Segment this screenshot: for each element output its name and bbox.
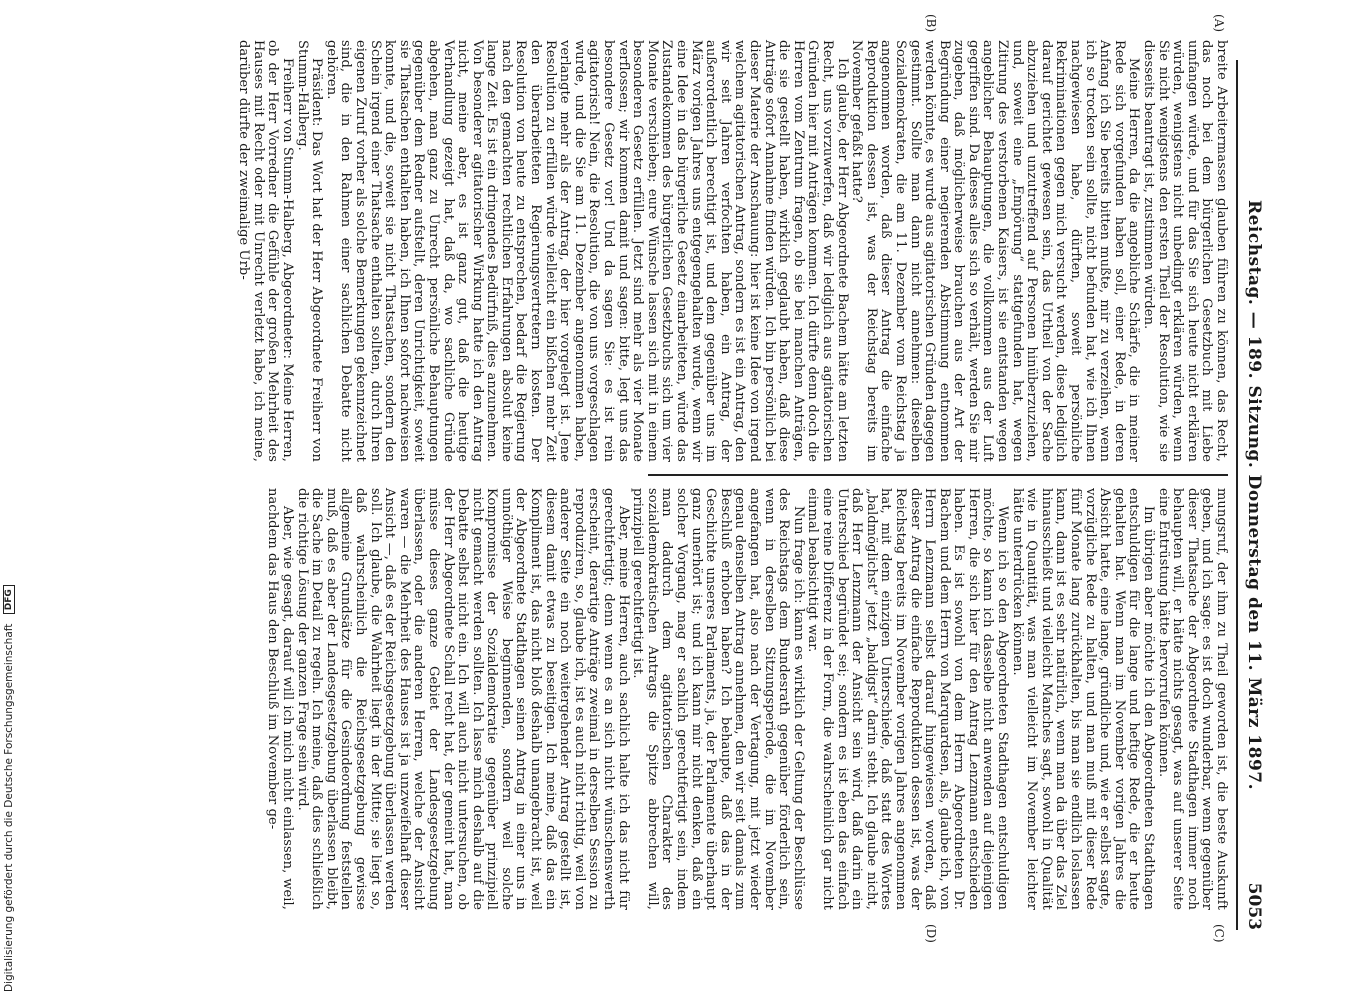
running-header (1236, 60, 1268, 930)
dfg-logo-icon: DFG (3, 585, 15, 614)
left-paragraph: Präsident: Das Wort hat der Herr Abgeordnete Freiherr von Stumm-Halberg. (294, 40, 325, 462)
margin-marker-c: (C) (1212, 924, 1226, 943)
left-paragraph: Ich glaube, der Herr Abgeordnete Bachem hätte am letzten Recht, uns vorzuwerfen, daß wir lediglich aus agitatorischen Gründen hier mit Anträgen kommen. Ich dürfte denn doch die Herren vom Zentrum fragen, ob sie bei manchen Anträgen, die sie gestellt haben, wirklich geglaubt haben, daß diese Anträge sofort Annahme finden würden. Ich bin persönlich bei dieser Materie der Anschauung: hier ist keine Idee von irgend welchem agitatorischen Antrag, sondern es ist ein Antrag, den wir seit Jahren verfochten haben, ein Antrag, der außerordentlich berechtigt ist, und dem gegenüber uns im März vorigen Jahres uns entgegengehalten wurde, wenn wir eine Idee in das bürgerliche Gesetz einarbeiteten, würde das Zustandekommen des bürgerlichen Gesetzbuchs sich um vier Monate verschieben; eure Wünsche lassen sich mit in einem besonderen Gesetz erfüllen. Jetzt sind mehr als vier Monate verflossen; wir kommen damit und sagen: bitte, legt uns das besondere Gesetz vor! Und da sagen Sie: es ist rein agitatorisch! Nein, die Resolution, die von uns vorgeschlagen wurde, und die Sie am 11. Dezember angenommen haben, verlangte mehr als der Antrag, der hier vorgelegt ist. Jene Resolution zu erfüllen würde vielleicht ein bißchen mehr Zeit den überarbeiteten Regierungsvertretern kosten. Der Resolution von heute zu entsprechen, bedarf die Regierung nach den gemachten rechtlichen Erfahrungen absolut keine lange Zeit. Es ist ein dringendes Bedürfniß, dies anzunehmen. Von besonderer agitatorischer Wirkung hatte ich den Antrag nicht, meine aber, es ist ganz gut, daß die heutige Verhandlung gezeigt hat, daß da, wo sachliche Gründe abgehen, man ganz zu Unrecht persönliche Behauptungen gegenüber dem Redner aufstellt, deren Unrichtigkeit, soweit sie Thatsachen enthalten haben, ich Ihnen sofort nachweisen konnte, und die, soweit sie nicht Thatsachen, sondern den Schein irgend einer Thatsache enthalten sollten, durch Ihren eigenen Zuruf vorher als solche Bemerkungen gekennzeichnet sind, die in den Rahmen einer sachlichen Debatte nicht gehören. (323, 40, 850, 462)
margin-marker-a: (A) (1212, 14, 1226, 33)
margin-marker-b: (B) (924, 14, 938, 33)
right-column (265, 488, 1229, 910)
right-paragraph: Aber, wie gesagt, darauf will ich mich nicht einlassen, weil, nachdem das Haus den Beschluß im November ge- (265, 488, 295, 910)
right-paragraph: Nun frage ich: kann es wirklich der Geltung der Beschlüsse des Reichstags dem Bundesrath gegenüber förderlich sein, wenn in derselben Sitzungsperiode, die im November angefangen hat, also nach der Vertagung, mit jetzt wieder genau denselben Antrag annehmen, den wir seit damals zum Beschluß erhoben haben? Ich behaupte, daß das in der Geschichte unseres Parlaments, ja, der Parlamente überhaupt ganz unerhört ist; und ich kann mir nicht denken, daß ein solcher Vorgang, mag er sachlich gerechtfertigt sein, indem man dadurch dem agitatorischen Charakter des sozialdemokratischen Antrags die Spitze abbrechen will, prinzipiell gerechtfertigt ist. (630, 488, 806, 910)
left-paragraph: breite Arbeitermassen glauben führen zu können, das Recht, das noch bei dem bürgerlichen Gesetzbuch mit Liebe umfangen würde, und für das Sie sich heute nicht erklären würden, wenigstens nicht unbedingt erklären würden, wenn Sie nicht wenigstens den ersten Theil der Resolution, wie sie diesseits beantragt ist, zustimmen würden. (1141, 40, 1229, 462)
column-divider (648, 474, 1228, 476)
left-paragraph: Meine Herren, da die angebliche Schärfe, die in meiner Rede sich vorgefunden haben soll, einer Rede, in deren Anfang ich Sie bereits bitten mußte, mir zu verzeihen, wenn ich so trocken sein sollte, nicht befunden hat, wie ich Ihnen nachgewiesen habe, dürften, soweit persönliche Rekriminationen gegen mich versucht werden, diese lediglich darauf gerichtet gewesen sein, das Urtheil von der Sache abzuziehen und unzutreffend auf Personen hinüberzuziehen, und, soweit eine „Empörung“ stattgefunden hat, wegen Zitirung des verstorbenen Kaisers, ist sie entstanden wegen angeblicher Behauptungen, die vollkommen aus der Luft gegriffen sind. Da dieses alles sich so verhält, werden Sie mir zugeben, daß möglicherweise brauchen aus der Art der Begründung einer negierenden Abstimmung entnommen werden könnte, es wurde aus agitatorischen Gründen dagegen gestimmt. Sollte man dann nicht annehmen: dieselben Sozialdemokraten, die am 11. Dezember vom Reichstag ja angenommen worden, daß dieser Antrag die einfache Reproduktion dessen ist, was der Reichstag bereits im November gefaßt hatte? (849, 40, 1142, 462)
scanned-page (38, 14, 1268, 965)
page-number: 5053 (1244, 882, 1264, 930)
left-paragraph: Freiherr von Stumm-Halberg, Abgeordneter: Meine Herren, ob der Herr Vorredner die Gefühle der großen Mehrheit des Hauses mit Recht oder mit Unrecht verletzt habe, ich meine, darüber dürfte der zweimalige Urb- (236, 40, 295, 462)
credit-text: Digitalisierung gefördert durch die Deutsche Forschungsgemeinschaft (3, 623, 15, 992)
right-paragraph: mungsruf, der ihm zu Theil geworden ist, die beste Auskunft geben, und ich sage: es ist doch wunderbar, wenn gegenüber dieser Thatsache der Abgeordnete Stadthagen immer noch behaupten will, er hätte nichts gesagt, was auf unserer Seite eine Entrüstung hätte hervorrufen können. (1155, 488, 1229, 910)
right-paragraph: Im übrigen aber möchte ich den Abgeordneten Stadthagen entschuldigen für die lange und heftige Rede, die er heute gehalten hat. Wenn man im November vorigen Jahres die Absicht hatte, eine lange, gründliche und, wie er selbst sagte, vorzügliche Rede zu halten, und man muß mit dieser Rede fünf Monate lang zurückhalten, bis man sie endlich loslassen kann, dann ist es sehr natürlich, wenn man da über das Ziel hinausschießt und vielleicht Manches sagt, sowohl in Qualität wie in Quantität, was man vielleicht im November leichter hätte unterdrücken können. (1009, 488, 1157, 910)
left-column (236, 40, 1229, 462)
right-paragraph: Aber, meine Herren, auch sachlich halte ich das nicht für gerechtfertigt; denn wenn es an sich nicht wünschenswerth erscheint, derartige Anträge zweimal in derselben Session zu reproduziren, so, glaube ich, ist es auch nicht richtig, weil von anderer Seite ein noch weitergehender Antrag gestellt ist, diesem damit etwas zu beseitigen. Ich meine, daß das ein Kompliment ist, das nicht bloß deshalb unangebracht ist, weil der Abgeordnete Stadthagen seinen Antrag in einer uns in unnöthiger Weise beginnenden, sondern weil solche Kompromisse der Sozialdemokratie gegenüber prinzipiell nicht gemacht werden sollten. Ich lasse mich deshalb auf die Debatte selbst nicht ein. Ich will auch nicht untersuchen, ob der Herr Abgeordnete Schall recht hat, der gemeint hat, man müsse dieses ganze Gebiet der Landesgesetzgebung überlassen, oder die anderen Herren, welche der Ansicht waren — die Mehrheit des Hauses ist ja unzweifelhaft dieser Ansicht —, daß es der Reichsgesetzgebung überlassen werden soll. Ich glaube, die Wahrheit liegt in der Mitte; sie liegt so, daß wahrscheinlich die Reichsgesetzgebung gewisse allgemeine Grundsätze für die Gesindeordnung feststellen muß, daß es aber der Landesgesetzgebung überlassen bleibt, die Sache im Detail zu regeln. Ich meine, daß dies schließlich die richtige Lösung der ganzen Frage sein wird. (294, 488, 631, 910)
header-title: Reichstag. — 189. Sitzung. Donnerstag den 11. März 1897. (1244, 199, 1264, 791)
credit-line (3, 585, 15, 992)
right-paragraph: Wenn ich so den Abgeordneten Stadthagen entschuldigen möchte, so kann ich dasselbe nicht anwenden auf diejenigen Herren, die sich hier für den Antrag Lenzmann entschieden haben. Es ist sowohl von dem Herrn Abgeordneten Dr. Bachem und dem Herrn von Marquardsen, als, glaube ich, von Herrn Lenzmann selbst darauf hingewiesen worden, daß dieser Antrag die einfache Reproduktion dessen ist, was der Reichstag bereits im November vorigen Jahres angenommen hat, mit dem einzigen Unterschiede, daß statt des Wortes „baldmöglichst“ jetzt „baldigst“ darin steht. Ich glaube nicht, daß Herr Lenzmann der Ansicht sein wird, daß darin ein Unterschied begründet sei; sondern es ist eben das einfach eine reine Differenz in der Form, die wahrscheinlich gar nicht einmal beabsichtigt war. (805, 488, 1011, 910)
margin-marker-d: (D) (924, 924, 938, 943)
credit-strip (0, 0, 30, 1000)
